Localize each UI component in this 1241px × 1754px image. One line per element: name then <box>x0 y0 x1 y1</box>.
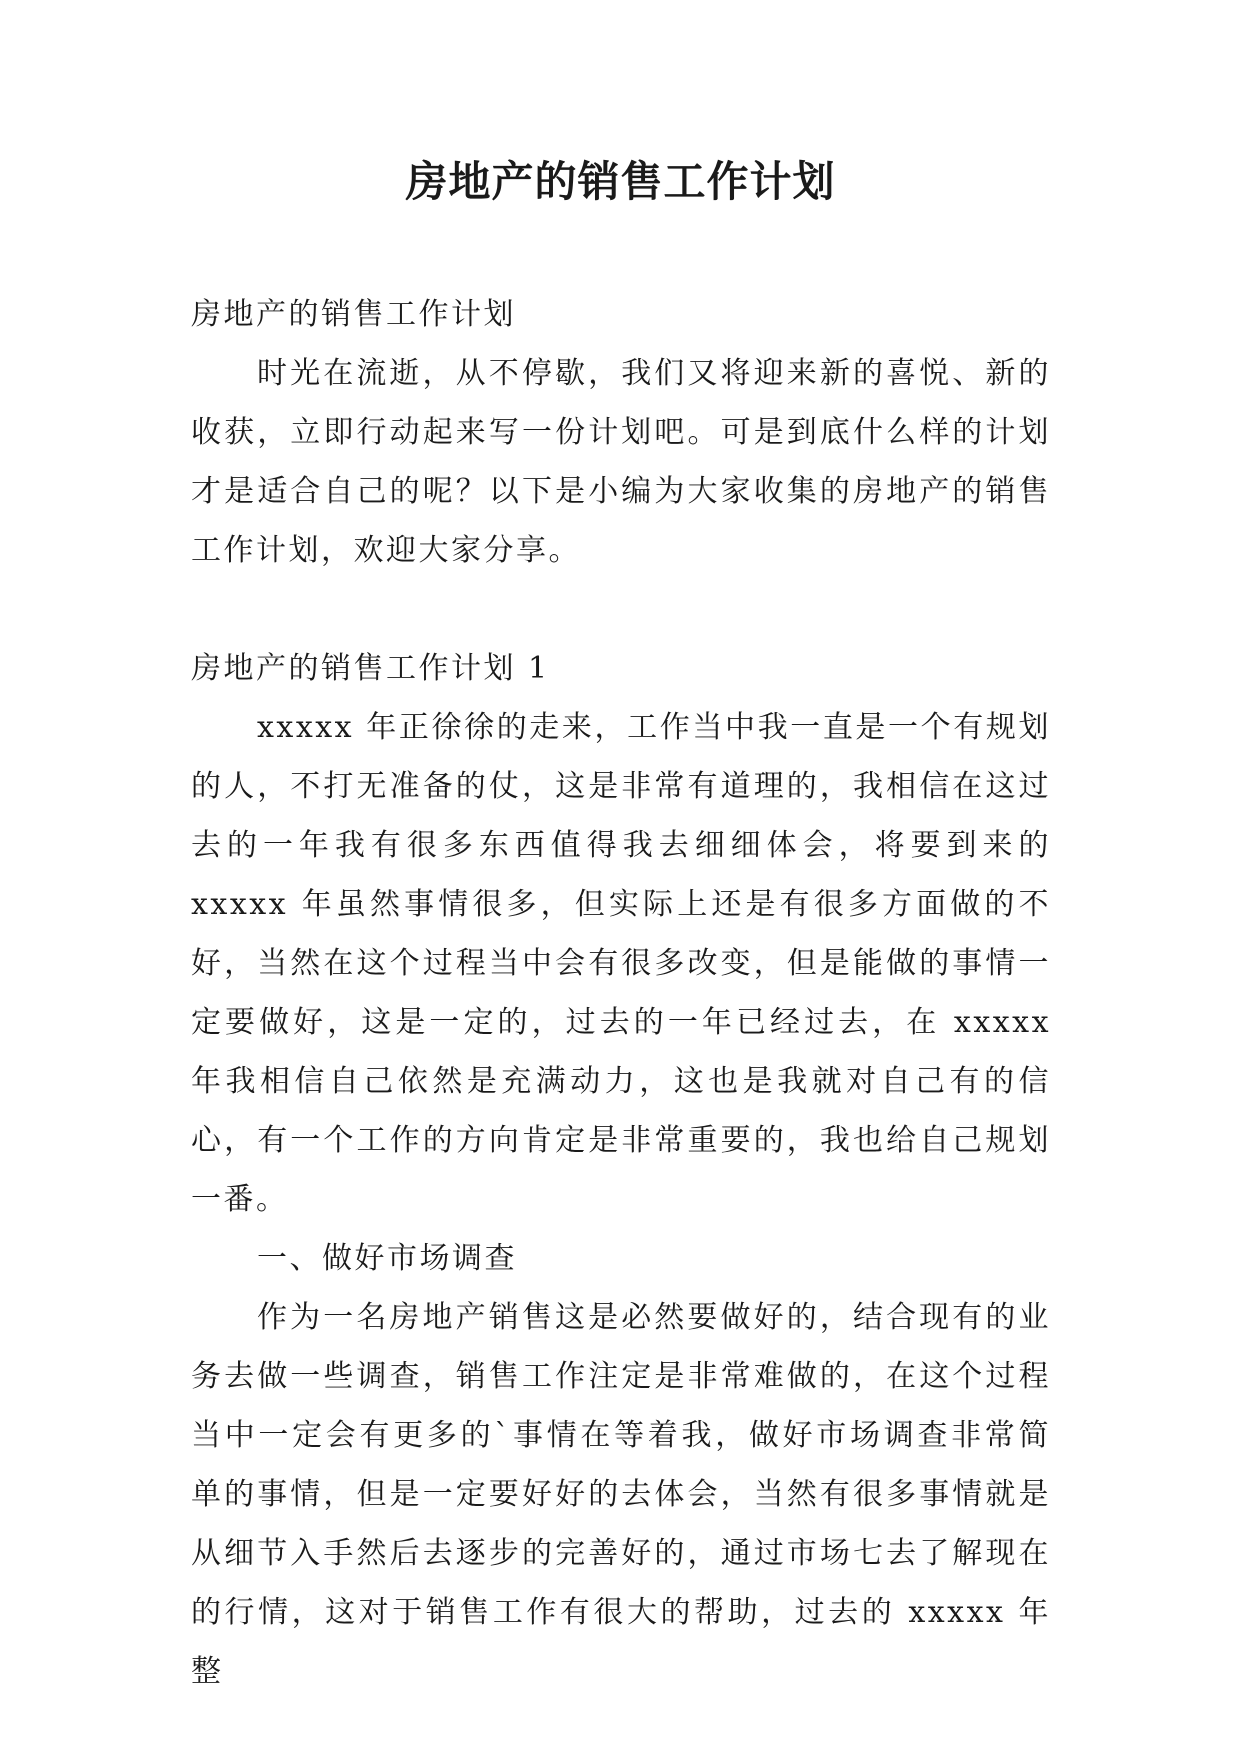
section-title: 房地产的销售工作计划 1 <box>191 651 550 686</box>
document-subtitle: 房地产的销售工作计划 <box>191 297 516 332</box>
section-paragraph: xxxxx 年正徐徐的走来，工作当中我一直是一个有规划的人，不打无准备的仗，这是非常有道理的，我相信在这过去的一年我有很多东西值得我去细细体会，将要到来的 xxxxx 年虽然事情很多，但实际上还是有很多方面做的不好，当然在这个过程当中会有很多改变，但是能做的事情一定要做好，这是一定的，过去的一年已经过去，在 xxxxx 年我相信自己依然是充满动力，这也是我就对自己有的信心，有一个工作的方向肯定是非常重要的，我也给自己规划一番。 <box>191 710 1051 1217</box>
section-heading: 一、做好市场调查 <box>257 1241 517 1276</box>
intro-paragraph: 时光在流逝，从不停歇，我们又将迎来新的喜悦、新的收获，立即行动起来写一份计划吧。可是到底什么样的计划才是适合自己的呢？以下是小编为大家收集的房地产的销售工作计划，欢迎大家分享。 <box>191 356 1051 568</box>
section-paragraph: 作为一名房地产销售这是必然要做好的，结合现有的业务去做一些调查，销售工作注定是非常难做的，在这个过程当中一定会有更多的`事情在等着我，做好市场调查非常简单的事情，但是一定要好好的去体会，当然有很多事情就是从细节入手然后去逐步的完善好的，通过市场七去了解现在的行情，这对于销售工作有很大的帮助，过去的 xxxxx 年整 <box>191 1300 1051 1689</box>
paragraph-gap <box>191 580 1051 639</box>
document-title: 房地产的销售工作计划 <box>405 157 836 206</box>
document-body <box>191 285 1051 1701</box>
